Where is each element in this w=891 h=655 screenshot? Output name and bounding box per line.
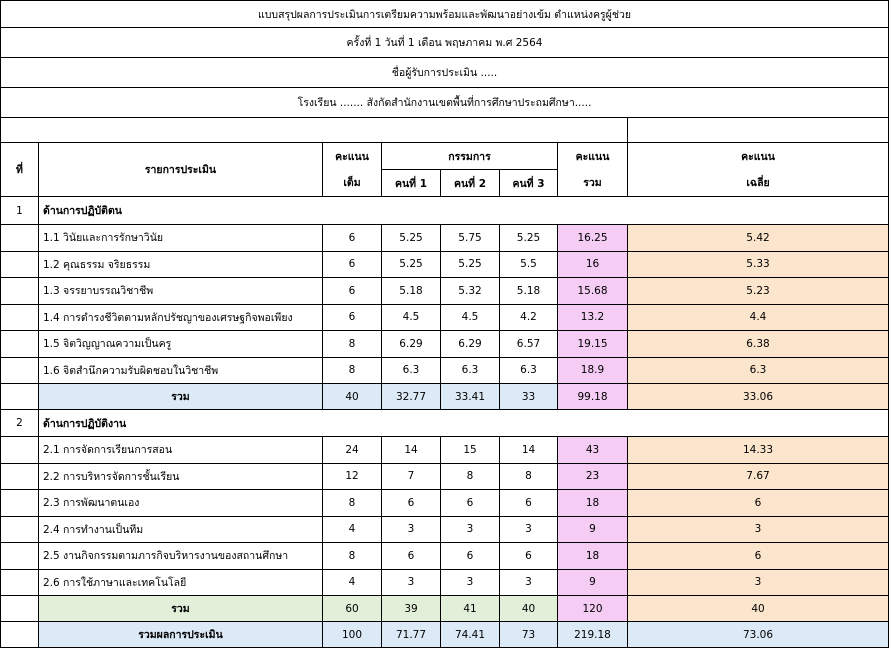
row-item: 1.1 วินัยและการรักษาวินัย — [39, 225, 323, 252]
row-avg: 6 — [628, 490, 889, 517]
row-c3: 4.2 — [500, 304, 558, 331]
row-c1: 7 — [382, 463, 441, 490]
row-item: 2.4 การทำงานเป็นทีม — [39, 516, 323, 543]
grand-total-total: 219.18 — [558, 622, 628, 648]
row-no-cell — [1, 516, 39, 543]
col-header-full: คะแนน — [323, 143, 382, 170]
subtotal-total: 120 — [558, 596, 628, 622]
section-number: 1 — [1, 197, 39, 225]
row-c3: 5.18 — [500, 278, 558, 305]
subtotal-c2: 33.41 — [441, 384, 500, 410]
row-c1: 5.25 — [382, 251, 441, 278]
row-total: 19.15 — [558, 331, 628, 358]
row-c1: 6 — [382, 490, 441, 517]
row-c2: 6 — [441, 543, 500, 570]
row-c2: 3 — [441, 569, 500, 596]
table-row — [1, 357, 889, 384]
row-avg: 6.38 — [628, 331, 889, 358]
row-c3: 5.25 — [500, 225, 558, 252]
subtotal-c3: 33 — [500, 384, 558, 410]
col-header-avg-sub: เฉลี่ย — [628, 170, 889, 197]
row-full: 4 — [323, 516, 382, 543]
row-item: 1.2 คุณธรรม จริยธรรม — [39, 251, 323, 278]
row-avg: 3 — [628, 569, 889, 596]
subtotal-full: 40 — [323, 384, 382, 410]
grand-total-avg: 73.06 — [628, 622, 889, 648]
table-row — [1, 516, 889, 543]
blank-row-cell — [628, 118, 889, 143]
grand-total-c1: 71.77 — [382, 622, 441, 648]
subtotal-avg: 33.06 — [628, 384, 889, 410]
row-c2: 5.25 — [441, 251, 500, 278]
col-header-total-sub: รวม — [558, 170, 628, 197]
row-c3: 3 — [500, 569, 558, 596]
row-no-cell — [1, 331, 39, 358]
row-c1: 6.29 — [382, 331, 441, 358]
row-no-cell — [1, 463, 39, 490]
row-avg: 5.23 — [628, 278, 889, 305]
evaluatee-name: ชื่อผู้รับการประเมิน ..... — [1, 58, 889, 88]
section-title: ด้านการปฏิบัติตน — [39, 197, 889, 225]
row-c2: 3 — [441, 516, 500, 543]
row-full: 4 — [323, 569, 382, 596]
row-c3: 14 — [500, 437, 558, 464]
row-total: 18 — [558, 543, 628, 570]
subtotal-c3: 40 — [500, 596, 558, 622]
subtotal-c1: 32.77 — [382, 384, 441, 410]
row-item: 1.3 จรรยาบรรณวิชาชีพ — [39, 278, 323, 305]
row-no-cell — [1, 490, 39, 517]
col-header-committee: กรรมการ — [382, 143, 558, 170]
row-item: 2.2 การบริหารจัดการชั้นเรียน — [39, 463, 323, 490]
row-full: 24 — [323, 437, 382, 464]
row-c3: 6 — [500, 490, 558, 517]
table-row — [1, 251, 889, 278]
round-date: ครั้งที่ 1 วันที่ 1 เดือน พฤษภาคม พ.ศ 2564 — [1, 28, 889, 58]
row-no-cell — [1, 278, 39, 305]
subtotal-avg: 40 — [628, 596, 889, 622]
col-header-c1: คนที่ 1 — [382, 170, 441, 197]
row-avg: 3 — [628, 516, 889, 543]
row-total: 43 — [558, 437, 628, 464]
blank-row-cell — [1, 118, 628, 143]
row-c1: 5.18 — [382, 278, 441, 305]
row-item: 2.5 งานกิจกรรมตามภารกิจบริหารงานของสถานศึกษา — [39, 543, 323, 570]
col-header-avg: คะแนน — [628, 143, 889, 170]
row-avg: 5.33 — [628, 251, 889, 278]
row-full: 8 — [323, 331, 382, 358]
row-no-cell — [1, 622, 39, 648]
subtotal-label: รวม — [39, 384, 323, 410]
row-full: 8 — [323, 490, 382, 517]
table-row — [1, 278, 889, 305]
row-full: 6 — [323, 225, 382, 252]
row-c3: 5.5 — [500, 251, 558, 278]
col-header-total: คะแนน — [558, 143, 628, 170]
row-full: 6 — [323, 278, 382, 305]
row-c2: 5.75 — [441, 225, 500, 252]
table-row — [1, 437, 889, 464]
row-full: 8 — [323, 543, 382, 570]
row-total: 23 — [558, 463, 628, 490]
row-avg: 14.33 — [628, 437, 889, 464]
row-c1: 6 — [382, 543, 441, 570]
row-total: 18 — [558, 490, 628, 517]
row-full: 12 — [323, 463, 382, 490]
row-c1: 3 — [382, 516, 441, 543]
subtotal-label: รวม — [39, 596, 323, 622]
table-row — [1, 543, 889, 570]
table-row — [1, 463, 889, 490]
row-total: 16.25 — [558, 225, 628, 252]
row-c1: 3 — [382, 569, 441, 596]
row-c3: 6 — [500, 543, 558, 570]
row-no-cell — [1, 384, 39, 410]
row-c3: 6.3 — [500, 357, 558, 384]
row-c3: 3 — [500, 516, 558, 543]
row-total: 18.9 — [558, 357, 628, 384]
table-row — [1, 304, 889, 331]
row-total: 15.68 — [558, 278, 628, 305]
row-item: 2.3 การพัฒนาตนเอง — [39, 490, 323, 517]
table-row — [1, 225, 889, 252]
row-c3: 6.57 — [500, 331, 558, 358]
row-total: 13.2 — [558, 304, 628, 331]
row-no-cell — [1, 251, 39, 278]
row-no-cell — [1, 569, 39, 596]
row-avg: 6.3 — [628, 357, 889, 384]
col-header-c2: คนที่ 2 — [441, 170, 500, 197]
section-title: ด้านการปฏิบัติงาน — [39, 410, 889, 437]
row-c3: 8 — [500, 463, 558, 490]
table-row — [1, 569, 889, 596]
row-total: 16 — [558, 251, 628, 278]
row-no-cell — [1, 543, 39, 570]
row-item: 2.1 การจัดการเรียนการสอน — [39, 437, 323, 464]
grand-total-c3: 73 — [500, 622, 558, 648]
row-item: 1.4 การดำรงชีวิตตามหลักปรัชญาของเศรษฐกิจพอเพียง — [39, 304, 323, 331]
table-row — [1, 490, 889, 517]
row-c2: 4.5 — [441, 304, 500, 331]
grand-total-full: 100 — [323, 622, 382, 648]
section-number: 2 — [1, 410, 39, 437]
row-avg: 7.67 — [628, 463, 889, 490]
col-header-no: ที่ — [1, 143, 39, 197]
sheet-title: แบบสรุปผลการประเมินการเตรียมความพร้อมและพัฒนาอย่างเข้ม ตำแหน่งครูผู้ช่วย — [1, 1, 889, 28]
grand-total-c2: 74.41 — [441, 622, 500, 648]
row-total: 9 — [558, 569, 628, 596]
subtotal-total: 99.18 — [558, 384, 628, 410]
row-c2: 6.3 — [441, 357, 500, 384]
row-no-cell — [1, 596, 39, 622]
table-row — [1, 331, 889, 358]
row-c2: 15 — [441, 437, 500, 464]
row-c1: 5.25 — [382, 225, 441, 252]
row-item: 1.5 จิตวิญญาณความเป็นครู — [39, 331, 323, 358]
row-item: 2.6 การใช้ภาษาและเทคโนโลยี — [39, 569, 323, 596]
row-c1: 6.3 — [382, 357, 441, 384]
school-affiliation: โรงเรียน ....... สังกัดสำนักงานเขตพื้นที่การศึกษาประถมศึกษา..... — [1, 88, 889, 118]
row-c2: 5.32 — [441, 278, 500, 305]
row-item: 1.6 จิตสำนึกความรับผิดชอบในวิชาชีพ — [39, 357, 323, 384]
row-avg: 6 — [628, 543, 889, 570]
row-c2: 6.29 — [441, 331, 500, 358]
row-full: 6 — [323, 251, 382, 278]
subtotal-row — [1, 596, 889, 622]
col-header-item: รายการประเมิน — [39, 143, 323, 197]
row-no-cell — [1, 225, 39, 252]
subtotal-full: 60 — [323, 596, 382, 622]
row-no-cell — [1, 357, 39, 384]
row-total: 9 — [558, 516, 628, 543]
row-avg: 4.4 — [628, 304, 889, 331]
col-header-full-sub: เต็ม — [323, 170, 382, 197]
row-c1: 4.5 — [382, 304, 441, 331]
subtotal-c1: 39 — [382, 596, 441, 622]
grand-total-label: รวมผลการประเมิน — [39, 622, 323, 648]
row-c2: 8 — [441, 463, 500, 490]
row-full: 6 — [323, 304, 382, 331]
row-full: 8 — [323, 357, 382, 384]
col-header-c3: คนที่ 3 — [500, 170, 558, 197]
row-no-cell — [1, 304, 39, 331]
grand-total-row — [1, 622, 889, 648]
row-c1: 14 — [382, 437, 441, 464]
row-c2: 6 — [441, 490, 500, 517]
row-avg: 5.42 — [628, 225, 889, 252]
subtotal-row — [1, 384, 889, 410]
row-no-cell — [1, 437, 39, 464]
subtotal-c2: 41 — [441, 596, 500, 622]
